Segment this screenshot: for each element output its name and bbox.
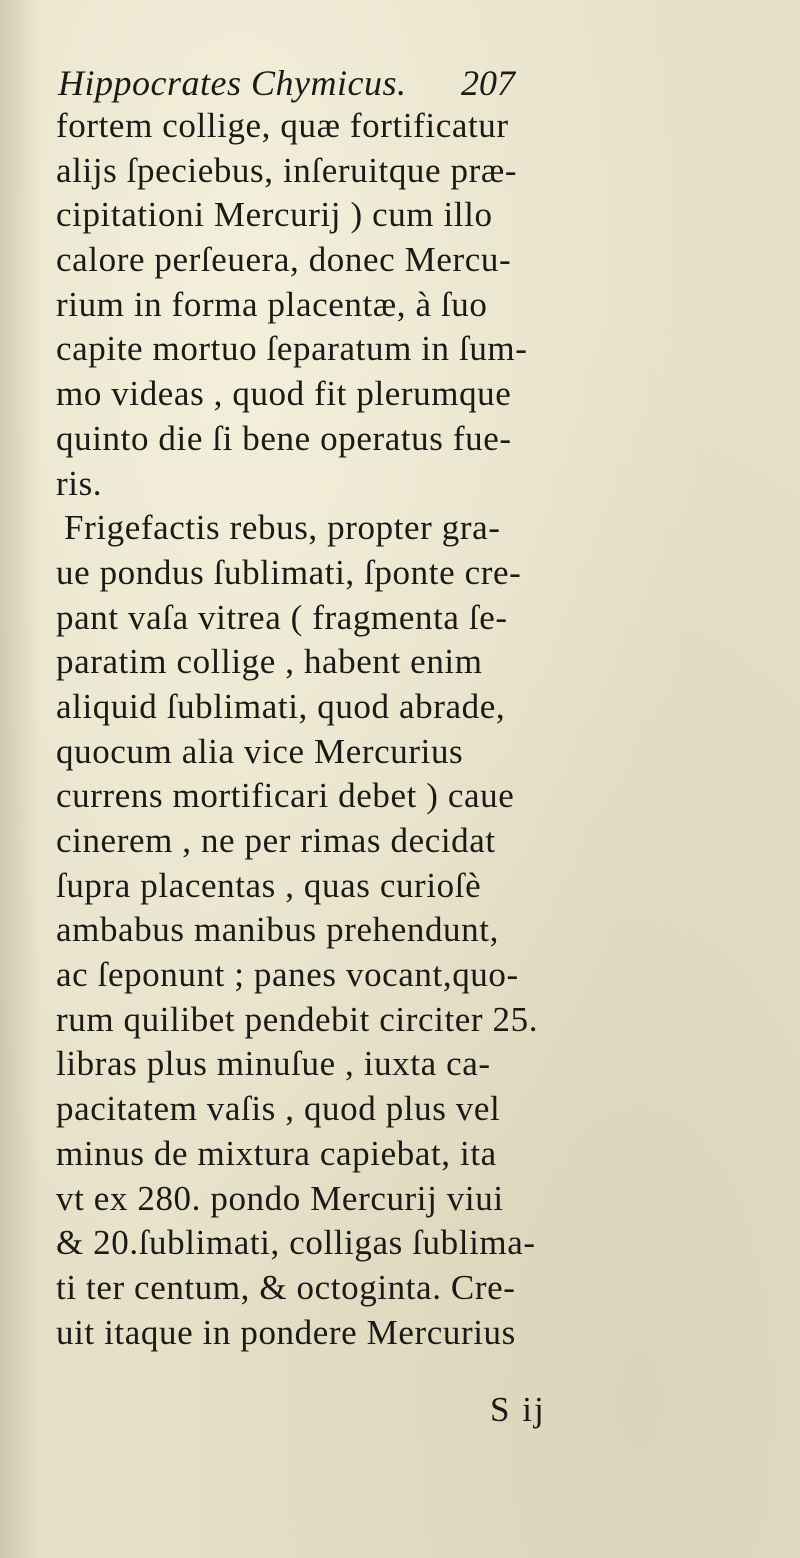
text-line: ambabus manibus prehendunt, xyxy=(56,910,499,950)
text-line: calore perſeuera, donec Mercu- xyxy=(56,240,512,280)
body-text xyxy=(56,104,756,1355)
text-line: aliquid ſublimati, quod abrade, xyxy=(56,686,506,726)
page-number: 207 xyxy=(461,63,515,103)
text-line: uit itaque in pondere Mercurius xyxy=(56,1312,516,1352)
text-line: ac ſeponunt ; panes vocant,quo- xyxy=(56,955,519,995)
text-line: rium in forma placentæ, à ſuo xyxy=(56,284,488,324)
text-line: rum quilibet pendebit circiter 25. xyxy=(56,999,539,1039)
text-line: libras plus minuſue , iuxta ca- xyxy=(56,1044,491,1084)
text-line: cinerem , ne per rimas decidat xyxy=(56,821,496,860)
paragraph-start-line: Frigefactis rebus, propter gra- xyxy=(64,508,501,548)
text-line: paratim collige , habent enim xyxy=(56,642,483,682)
text-line: capite mortuo ſeparatum in ſum- xyxy=(56,329,528,369)
text-line: ti ter centum, & octoginta. Cre- xyxy=(56,1267,516,1307)
running-head: Hippocrates Chymicus. xyxy=(58,63,407,103)
text-line: ue pondus ſublimati, ſponte cre- xyxy=(56,552,522,592)
text-line: mo videas , quod fit plerumque xyxy=(56,374,512,414)
text-line: vt ex 280. pondo Mercurij viui xyxy=(56,1178,504,1218)
signature-mark: S ij xyxy=(490,1390,546,1429)
text-line: currens mortificari debet ) caue xyxy=(56,776,515,816)
text-line: quocum alia vice Mercurius xyxy=(56,731,464,771)
text-line: ris. xyxy=(56,463,103,503)
text-line: cipitationi Mercurij ) cum illo xyxy=(56,195,493,235)
page-header xyxy=(58,62,738,108)
text-line: ſupra placentas , quas curioſè xyxy=(56,865,482,905)
text-line: pacitatem vaſis , quod plus vel xyxy=(56,1089,501,1129)
text-line: minus de mixtura capiebat, ita xyxy=(56,1133,497,1173)
gutter-shadow xyxy=(0,0,40,1558)
text-line: quinto die ſi bene operatus fue- xyxy=(56,418,512,458)
text-line: & 20.ſublimati, colligas ſublima- xyxy=(56,1223,536,1263)
text-line: pant vaſa vitrea ( fragmenta ſe- xyxy=(56,597,508,637)
text-line: fortem collige, quæ fortificatur xyxy=(56,106,509,145)
text-line: alijs ſpeciebus, inſeruitque præ- xyxy=(56,150,518,190)
